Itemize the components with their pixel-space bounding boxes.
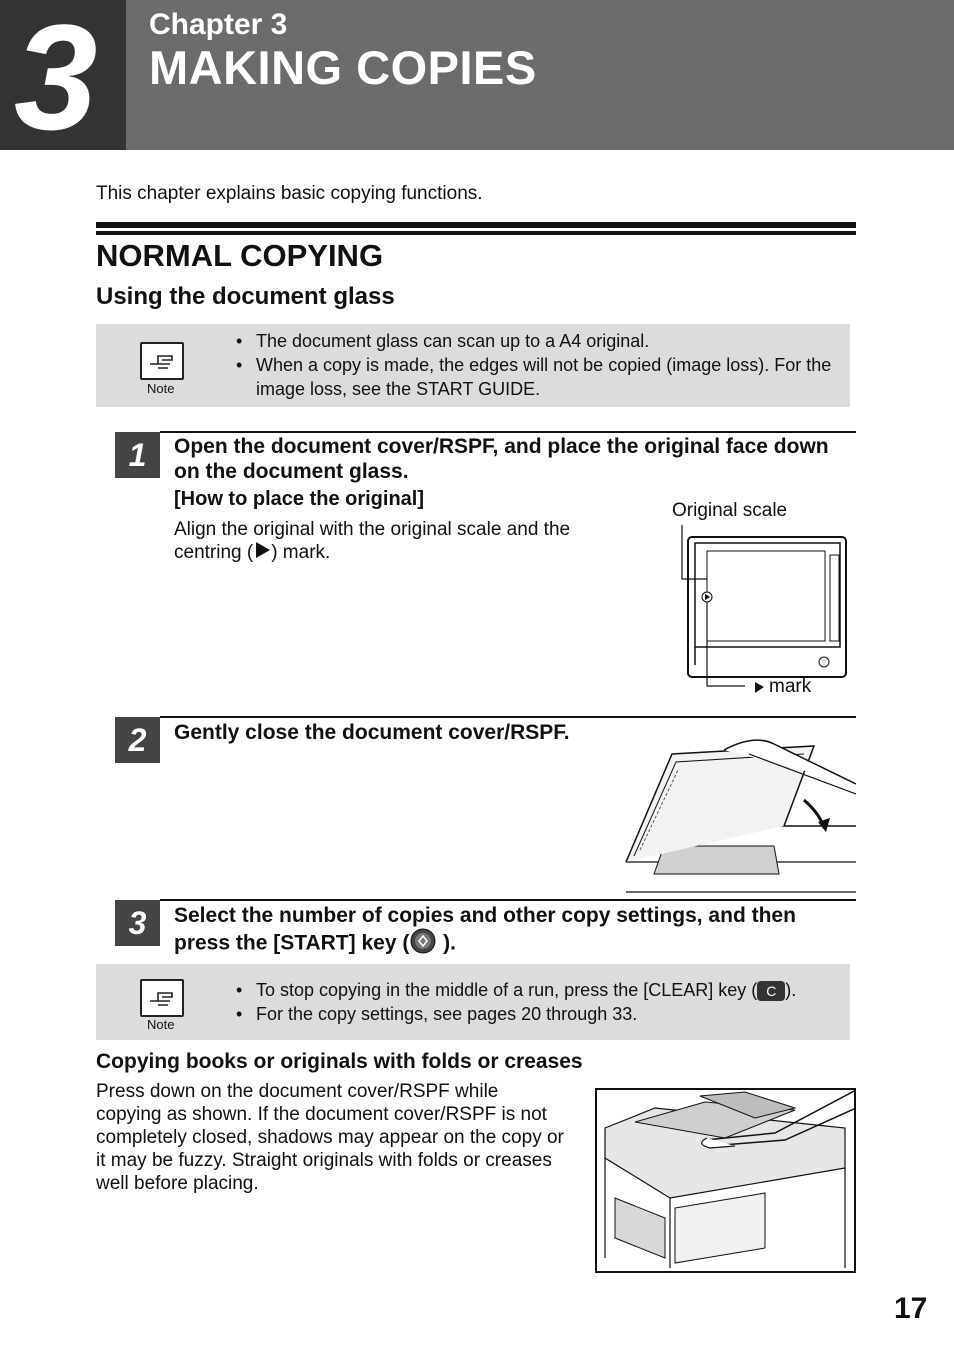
note-item: • For the copy settings, see pages 20 through 33. [236,1002,856,1026]
step3-text-a: Select the number of copies and other copy settings, and then press the [START] key ( [174,904,796,955]
step-instruction: Open the document cover/RSPF, and place the original face down on the document glass. [174,435,829,483]
note-item-text-b: ). [785,980,797,1000]
step-number: 2 [115,717,160,763]
step-number: 3 [115,900,160,946]
books-heading: Copying books or originals with folds or creases [96,1050,583,1073]
step-instruction: Gently close the document cover/RSPF. [174,721,570,744]
step-rule [160,716,856,718]
note-item-text-a: To stop copying in the middle of a run, press the [CLEAR] key ( [256,980,758,1000]
section-title: NORMAL COPYING [96,238,384,273]
clear-key-icon: C [757,981,785,1001]
figure-label-mark: mark [769,676,812,697]
figure-label-scale: Original scale [672,500,788,521]
start-key-icon [409,928,437,960]
pointing-hand-icon [140,342,184,380]
intro-text: This chapter explains basic copying functions. [96,183,483,204]
note-list [236,329,846,401]
chapter-label: Chapter 3 [149,8,288,41]
step3-text-b: ). [443,931,456,955]
document-glass-figure [670,525,855,700]
closing-cover-figure [624,734,856,894]
books-text: Press down on the document cover/RSPF while copying as shown. If the document cover/RSPF is not completely closed, shadows may appear on the copy or it may be fuzzy. Straight originals with folds or creases well before placing. [96,1081,564,1194]
chapter-title: MAKING COPIES [149,41,537,94]
note-list [236,978,856,1026]
press-cover-figure [595,1088,856,1273]
step-number: 1 [115,432,160,478]
how-to-text-a: Align the original with the original scale and the centring ( [174,519,571,564]
how-to-text-b: ) mark. [271,542,331,564]
chapter-number: 3 [14,0,98,161]
step-instruction [174,903,854,960]
note-box [96,964,850,1040]
how-to-title: [How to place the original] [174,488,425,510]
step-rule [160,431,856,433]
note-label: Note [147,381,175,396]
note-item: • The document glass can scan up to a A4 original. [236,329,846,353]
page-number: 17 [894,1292,928,1325]
section-rule-thin [96,231,856,235]
centring-mark-icon [253,541,271,565]
note-label: Note [147,1017,175,1032]
section-rule [96,222,856,228]
step-rule [160,899,856,901]
pointing-hand-icon [140,979,184,1017]
how-to-text [174,518,624,565]
section-subtitle: Using the document glass [96,283,395,310]
note-item: • When a copy is made, the edges will not be copied (image loss). For the image loss, see the START GUIDE. [236,353,846,401]
note-box [96,324,850,407]
note-item [236,978,856,1002]
